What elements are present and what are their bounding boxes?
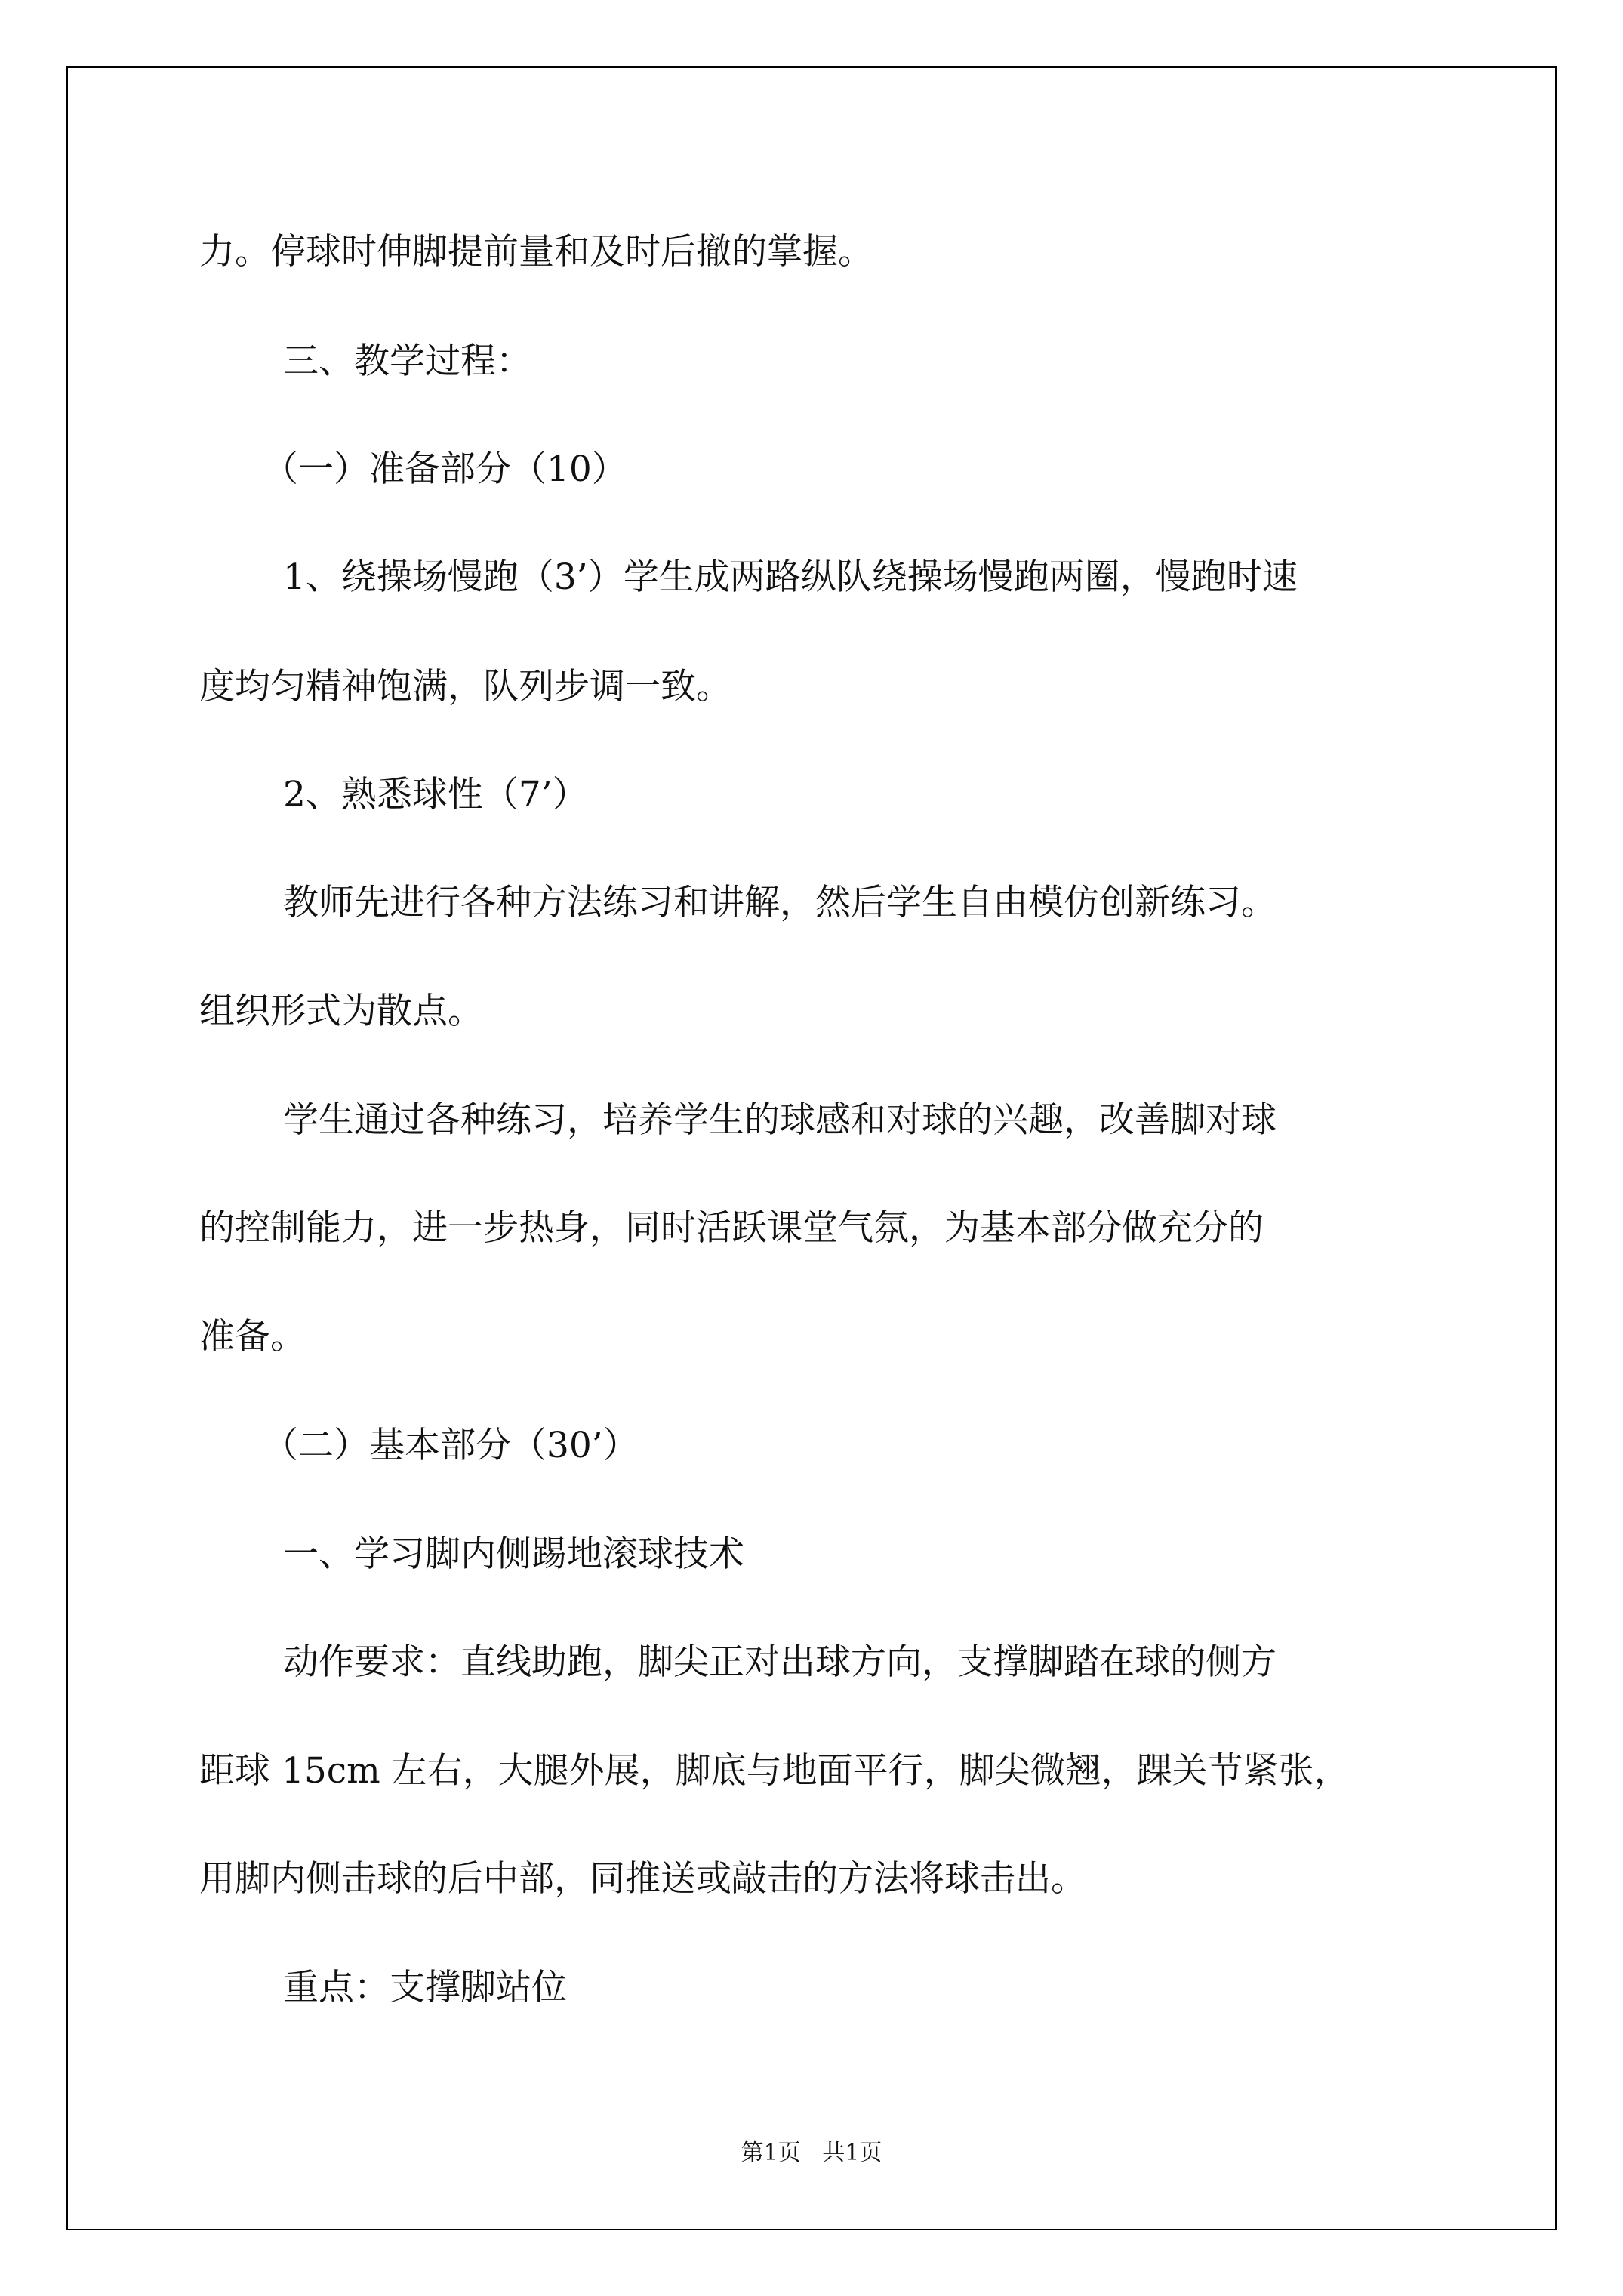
- section-heading: 三、教学过程：: [283, 341, 531, 382]
- text-line: 组织形式为散点。: [199, 991, 483, 1032]
- text-line: 的控制能力，进一步热身，同时活跃课堂气氛，为基本部分做充分的: [199, 1207, 1264, 1249]
- subsection-heading: （二）基本部分（30’）: [263, 1425, 639, 1466]
- text-line: 2、熟悉球性（7’）: [283, 774, 588, 815]
- text-line: 动作要求：直线助跑，脚尖正对出球方向，支撑脚踏在球的侧方: [283, 1641, 1277, 1683]
- text-line: 重点：支撑脚站位: [283, 1967, 567, 2008]
- text-line: 用脚内侧击球的后中部，同推送或敲击的方法将球击出。: [199, 1858, 1086, 1900]
- text-line: 距球 15cm 左右，大腿外展，脚底与地面平行，脚尖微翘，踝关节紧张，: [199, 1750, 1350, 1792]
- text-line: 度均匀精神饱满，队列步调一致。: [199, 666, 731, 707]
- text-line: 一、学习脚内侧踢地滚球技术: [283, 1533, 744, 1575]
- text-line: 准备。: [199, 1316, 306, 1358]
- text-line: 力。停球时伸脚提前量和及时后撤的掌握。: [199, 231, 873, 273]
- text-line: 学生通过各种练习，培养学生的球感和对球的兴趣，改善脚对球: [283, 1099, 1277, 1141]
- text-line: 教师先进行各种方法练习和讲解，然后学生自由模仿创新练习。: [283, 882, 1277, 923]
- text-line: 1、绕操场慢跑（3’）学生成两路纵队绕操场慢跑两圈，慢跑时速: [283, 556, 1298, 598]
- subsection-heading: （一）准备部分（10）: [263, 448, 627, 490]
- page-footer: 第1页 共1页: [741, 2140, 882, 2166]
- page-border: [66, 66, 1557, 2230]
